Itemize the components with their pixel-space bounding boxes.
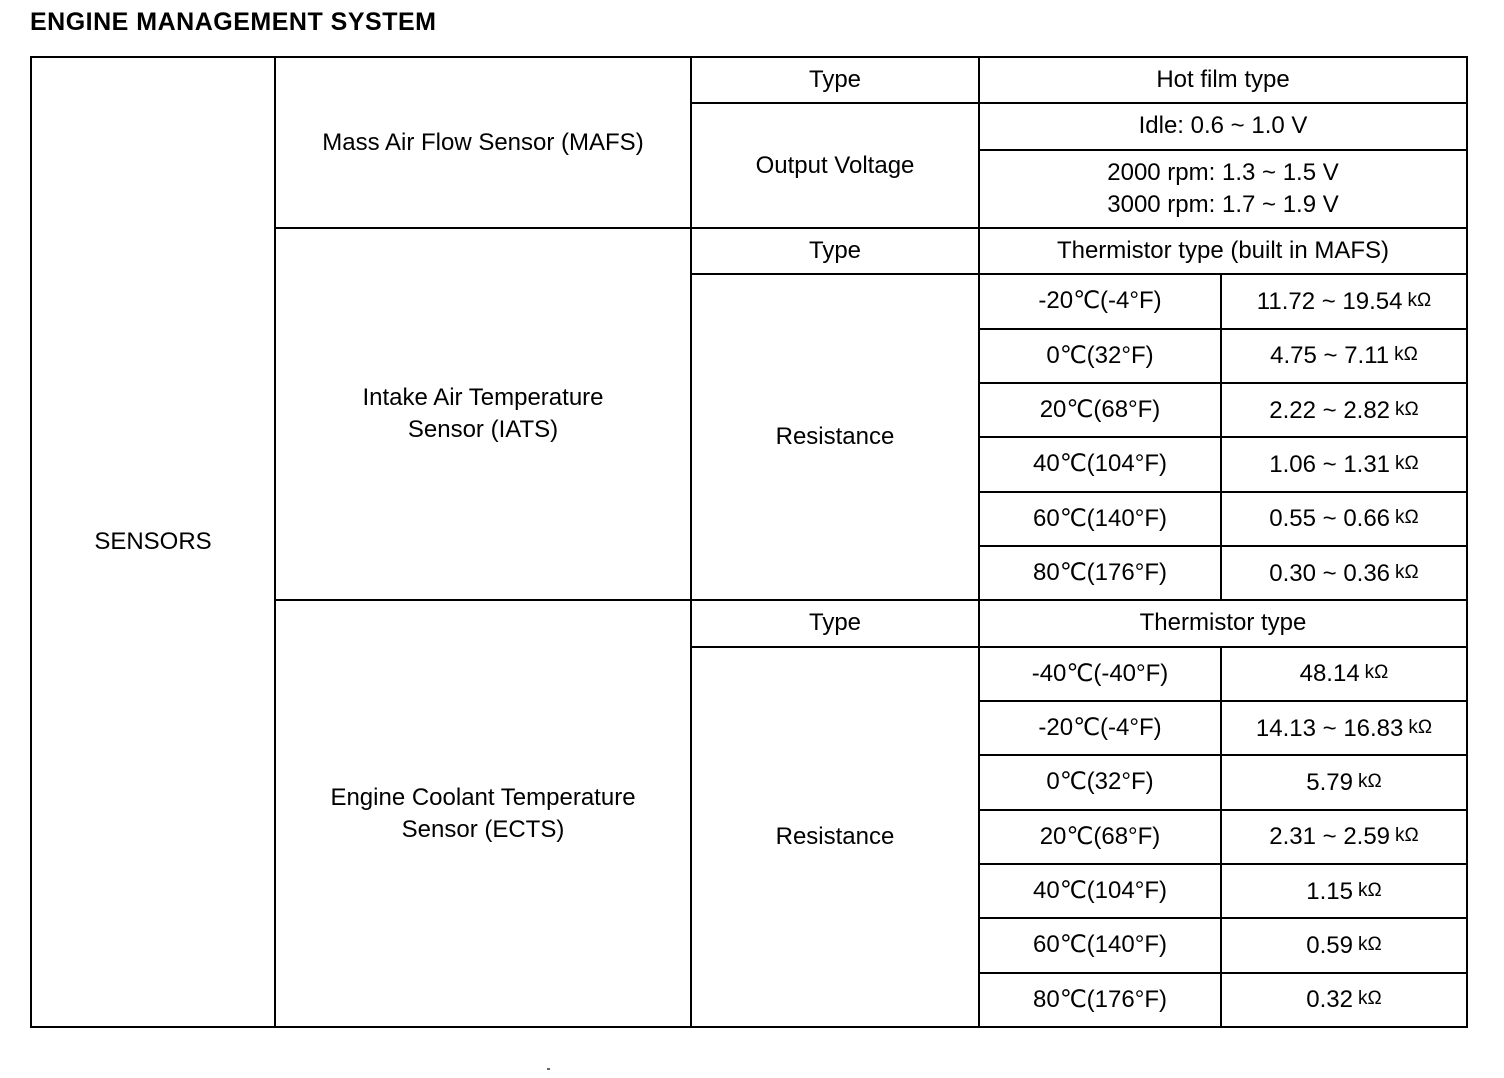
- iats-type-value: Thermistor type (built in MAFS): [979, 228, 1467, 274]
- category-label: SENSORS: [94, 528, 212, 555]
- iats-name: [275, 228, 691, 600]
- iats-temp: 80℃(176°F): [979, 546, 1221, 600]
- ects-value-cell: [1221, 755, 1467, 809]
- iats-value: 0.30 ~ 0.36: [1269, 559, 1391, 587]
- mafs-rpm-values: [979, 150, 1467, 228]
- iats-value: 1.06 ~ 1.31: [1269, 450, 1391, 478]
- ects-temp: -20℃(-4°F): [979, 701, 1221, 755]
- iats-type-label: Type: [691, 228, 979, 274]
- iats-temp: 0℃(32°F): [979, 329, 1221, 383]
- ects-value: 48.14: [1299, 660, 1360, 688]
- iats-unit: kΩ: [1395, 561, 1419, 583]
- ects-resistance-label: Resistance: [691, 647, 979, 1027]
- mafs-rpm-2000: 2000 rpm: 1.3 ~ 1.5 V: [1107, 158, 1339, 186]
- iats-unit: kΩ: [1395, 398, 1419, 420]
- iats-value-cell: [1221, 546, 1467, 600]
- iats-name-line2: Sensor (IATS): [407, 416, 559, 444]
- ects-value-cell: [1221, 973, 1467, 1027]
- iats-value-cell: [1221, 437, 1467, 491]
- ects-unit: kΩ: [1358, 988, 1382, 1010]
- ects-unit: kΩ: [1358, 770, 1382, 792]
- spec-table: [30, 56, 1468, 1028]
- ects-value: 2.31 ~ 2.59: [1269, 823, 1391, 851]
- ects-name-line2: Sensor (ECTS): [401, 815, 565, 843]
- category-cell: [31, 57, 275, 1027]
- ects-temp: 60℃(140°F): [979, 918, 1221, 972]
- iats-resistance-label: Resistance: [691, 274, 979, 600]
- iats-name-line1: Intake Air Temperature: [362, 384, 604, 412]
- ects-value-cell: [1221, 864, 1467, 918]
- ects-temp: -40℃(-40°F): [979, 647, 1221, 701]
- ects-value-cell: [1221, 918, 1467, 972]
- iats-value: 11.72 ~ 19.54: [1256, 287, 1403, 315]
- iats-value: 4.75 ~ 7.11: [1270, 342, 1390, 370]
- mafs-output-label: Output Voltage: [691, 103, 979, 228]
- iats-temp: 40℃(104°F): [979, 437, 1221, 491]
- iats-temp: -20℃(-4°F): [979, 274, 1221, 328]
- iats-value-cell: [1221, 383, 1467, 437]
- ects-value: 14.13 ~ 16.83: [1255, 714, 1404, 742]
- iats-value-cell: [1221, 274, 1467, 328]
- ects-unit: kΩ: [1358, 879, 1382, 901]
- iats-temp: 20℃(68°F): [979, 383, 1221, 437]
- iats-unit: kΩ: [1407, 289, 1432, 311]
- ects-temp: 40℃(104°F): [979, 864, 1221, 918]
- ects-value-cell: [1221, 701, 1467, 755]
- ects-unit: kΩ: [1358, 933, 1382, 955]
- iats-temp: 60℃(140°F): [979, 492, 1221, 546]
- ects-value-cell: [1221, 810, 1467, 864]
- ects-value-cell: [1221, 647, 1467, 701]
- scan-speck: [547, 1068, 550, 1070]
- mafs-type-value: Hot film type: [979, 57, 1467, 103]
- ects-value: 0.32: [1306, 986, 1353, 1014]
- iats-value: 2.22 ~ 2.82: [1269, 396, 1391, 424]
- page-title: ENGINE MANAGEMENT SYSTEM: [30, 8, 437, 36]
- iats-unit: kΩ: [1394, 344, 1418, 366]
- iats-value: 0.55 ~ 0.66: [1269, 505, 1391, 533]
- ects-value: 1.15: [1306, 877, 1353, 905]
- ects-name-line1: Engine Coolant Temperature: [330, 783, 636, 811]
- mafs-rpm-3000: 3000 rpm: 1.7 ~ 1.9 V: [1107, 190, 1339, 218]
- mafs-idle-value: Idle: 0.6 ~ 1.0 V: [979, 103, 1467, 149]
- iats-unit: kΩ: [1395, 507, 1419, 529]
- ects-unit: kΩ: [1395, 825, 1419, 847]
- ects-temp: 0℃(32°F): [979, 755, 1221, 809]
- iats-unit: kΩ: [1395, 452, 1419, 474]
- ects-unit: kΩ: [1364, 662, 1389, 684]
- ects-value: 0.59: [1306, 931, 1353, 959]
- ects-type-value: Thermistor type: [979, 600, 1467, 646]
- mafs-name: Mass Air Flow Sensor (MAFS): [275, 57, 691, 228]
- ects-temp: 20℃(68°F): [979, 810, 1221, 864]
- ects-value: 5.79: [1306, 768, 1353, 796]
- mafs-type-label: Type: [691, 57, 979, 103]
- iats-value-cell: [1221, 492, 1467, 546]
- ects-temp: 80℃(176°F): [979, 973, 1221, 1027]
- iats-value-cell: [1221, 329, 1467, 383]
- mafs-type-row: [31, 57, 1467, 103]
- ects-name: [275, 600, 691, 1027]
- ects-unit: kΩ: [1408, 716, 1433, 738]
- ects-type-label: Type: [691, 600, 979, 646]
